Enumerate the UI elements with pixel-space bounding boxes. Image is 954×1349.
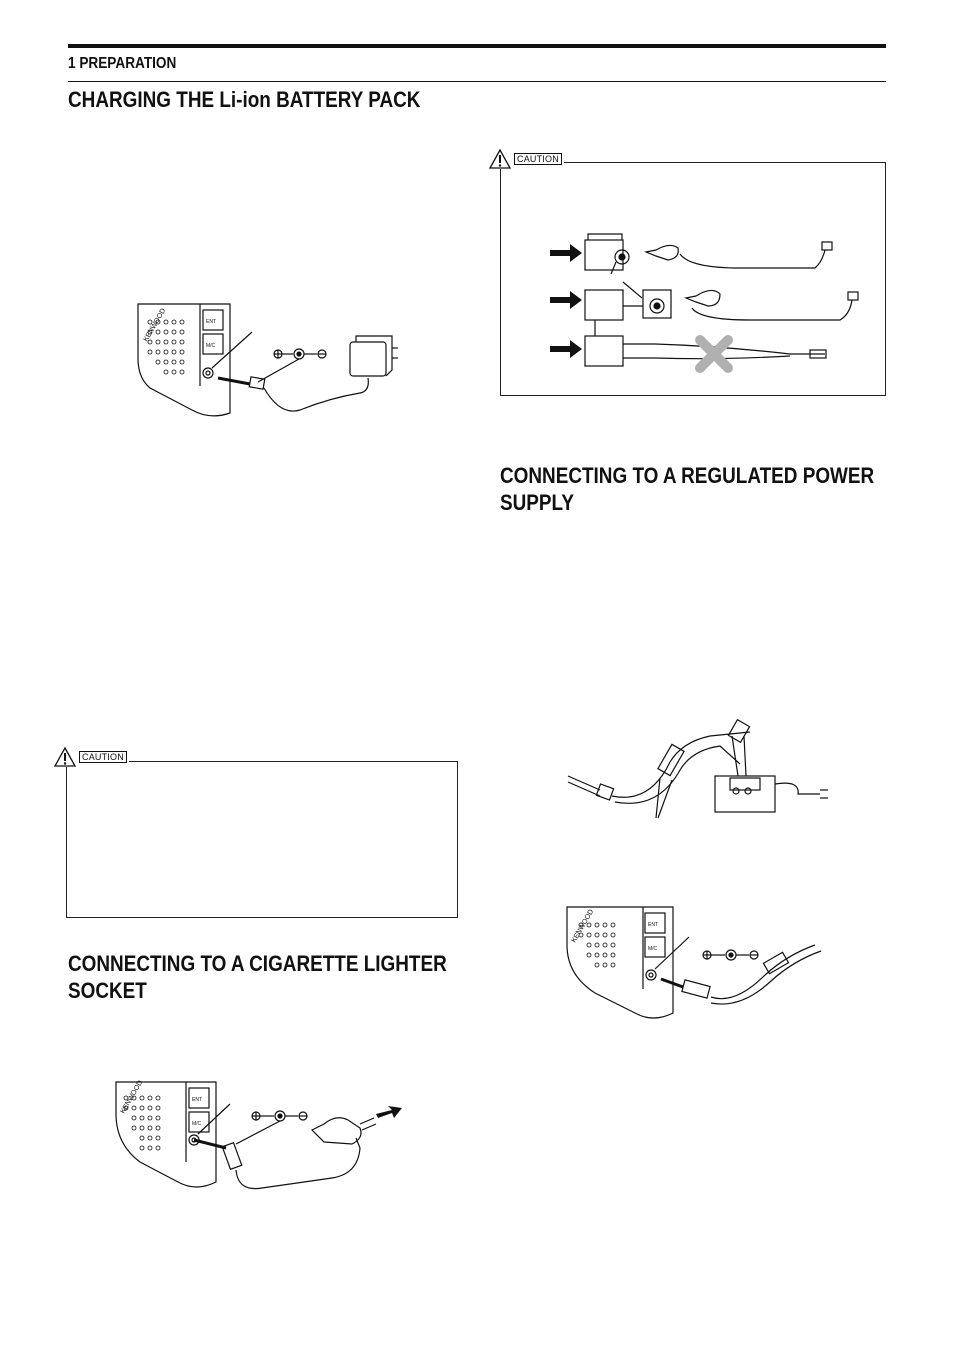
warning-triangle-icon xyxy=(54,747,76,767)
section-title-cigarette-line1: CONNECTING TO A CIGARETTE LIGHTER xyxy=(68,951,447,976)
caution-charger-illustration xyxy=(540,222,870,382)
section-title-cigarette-line2: SOCKET xyxy=(68,978,147,1003)
header-thick-rule xyxy=(68,44,886,48)
section-title-charging: CHARGING THE Li-ion BATTERY PACK xyxy=(68,87,421,112)
section-title-regulated-line1: CONNECTING TO A REGULATED POWER xyxy=(500,463,875,488)
insert-arrow-icon xyxy=(376,1106,402,1118)
radio-key-ent: ENT xyxy=(206,319,216,325)
section-title-cigarette xyxy=(68,950,447,1004)
radio-brand-text-2: KENWOOD xyxy=(570,908,596,944)
power-supply-illustration xyxy=(560,718,840,828)
caution-tag-bottom xyxy=(54,747,129,767)
cigarette-lighter-illustration xyxy=(112,1078,412,1196)
warning-triangle-icon xyxy=(489,149,511,169)
caution-tag-top xyxy=(489,149,564,169)
header-thin-rule xyxy=(68,81,886,82)
radio-key-mc-3: M/C xyxy=(192,1121,202,1127)
radio-key-mc-2: M/C xyxy=(648,946,658,952)
radio-brand-text: KENWOOD xyxy=(142,307,168,343)
radio-key-ent-2: ENT xyxy=(648,922,658,928)
caution-label-bottom: CAUTION xyxy=(79,751,127,763)
cross-mark-icon xyxy=(700,340,728,368)
radio-key-mc: M/C xyxy=(206,343,216,349)
caution-label-top: CAUTION xyxy=(514,153,562,165)
section-title-regulated-line2: SUPPLY xyxy=(500,490,574,515)
charging-illustration xyxy=(130,298,410,423)
radio-brand-text-3: KENWOOD xyxy=(119,1079,145,1115)
caution-box-bottom xyxy=(66,761,458,918)
section-title-regulated xyxy=(500,462,874,516)
radio-dc-cable-illustration xyxy=(565,905,835,1025)
chapter-title: 1 PREPARATION xyxy=(68,55,177,72)
radio-key-ent-3: ENT xyxy=(192,1097,202,1103)
